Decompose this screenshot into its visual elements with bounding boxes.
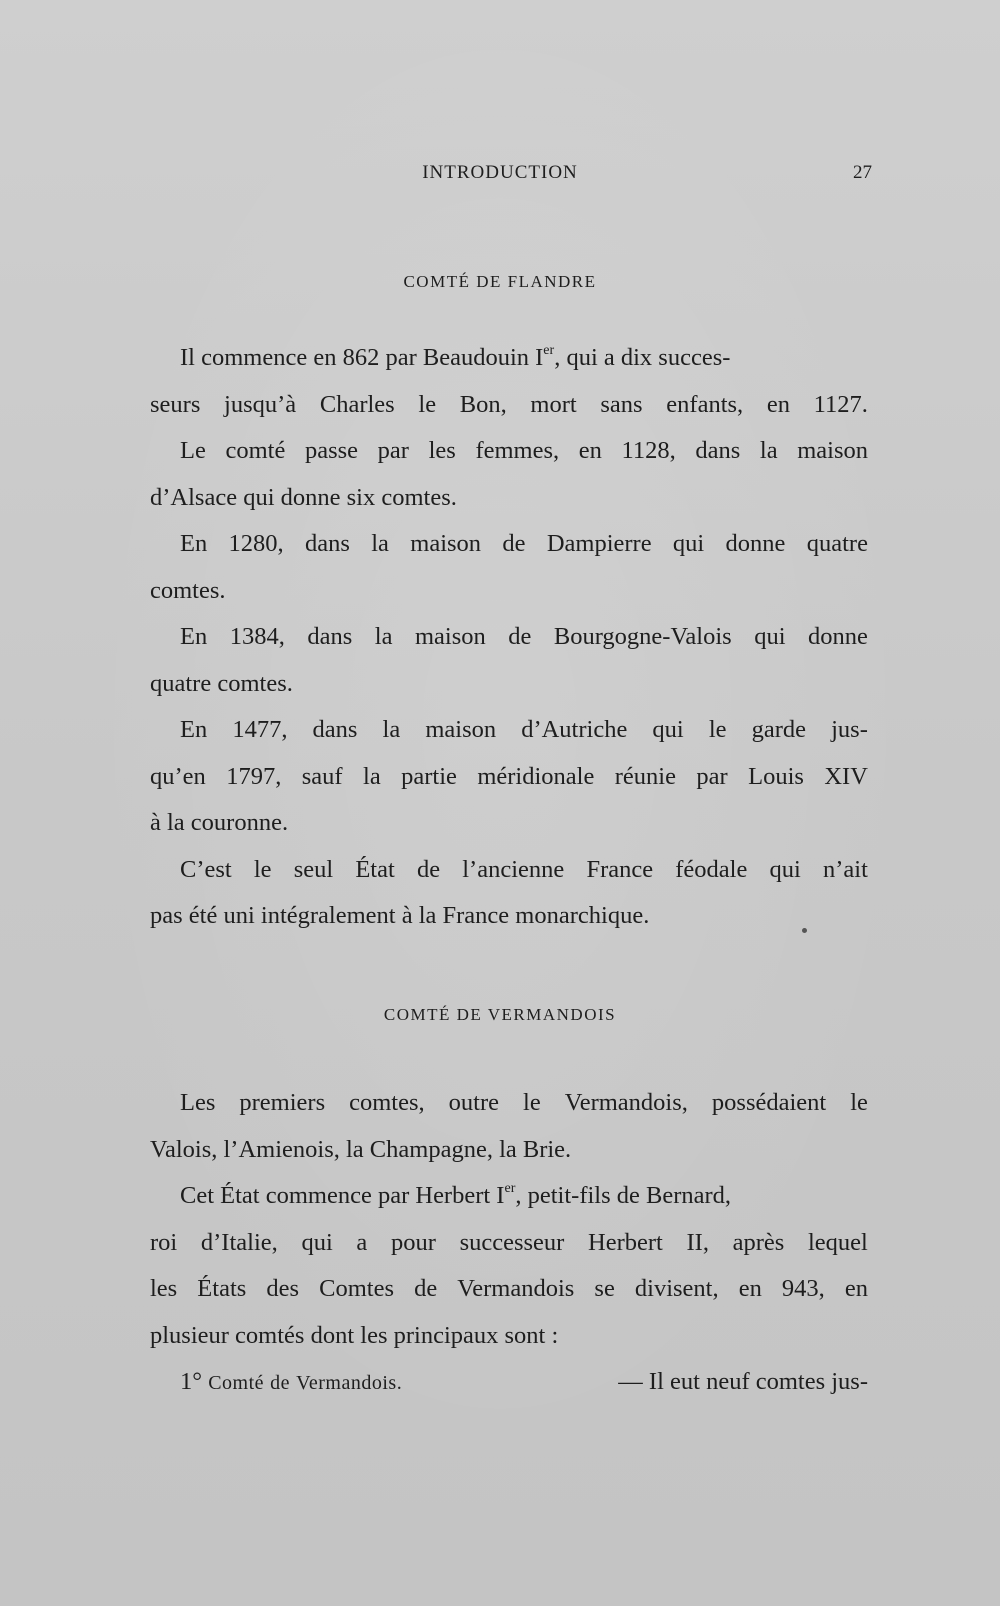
flandre-text [150, 335, 868, 940]
running-head [0, 162, 1000, 192]
text-line: comtes. [150, 576, 226, 604]
text-fragment: 1° Comté de Vermandois. [180, 1368, 403, 1395]
text-fragment: Il commence en 862 par Beaudouin Ier, qui a dix succes- [180, 342, 731, 371]
text-line: plusieur comtés dont les principaux sont : [150, 1321, 559, 1349]
ink-speck [802, 928, 807, 933]
text-fragment: — Il eut neuf comtes jus- [618, 1368, 868, 1395]
text-line: les États des Comtes de Vermandois se divisent, en 943, en [150, 1275, 868, 1302]
text-line [150, 1359, 868, 1407]
text-line: Le comté passe par les femmes, en 1128, dans la maison [180, 437, 868, 464]
text-line: En 1280, dans la maison de Dampierre qui donne quatre [180, 530, 868, 557]
text-line: En 1477, dans la maison d’Autriche qui le garde jus- [180, 716, 868, 743]
text-line: Valois, l’Amienois, la Champagne, la Brie. [150, 1135, 572, 1163]
text-line: quatre comtes. [150, 669, 293, 697]
text-line: roi d’Italie, qui a pour successeur Herbert II, après lequel [150, 1228, 868, 1256]
vermandois-text [150, 1080, 868, 1407]
text-line: qu’en 1797, sauf la partie méridionale réunie par Louis XIV [150, 762, 868, 790]
section-heading-vermandois: COMTÉ DE VERMANDOIS [383, 1005, 617, 1024]
text-line: En 1384, dans la maison de Bourgogne-Valois qui donne [180, 623, 868, 650]
text-line: C’est le seul État de l’ancienne France féodale qui n’ait [180, 855, 868, 883]
text-line [150, 1173, 868, 1220]
page-number: 27 [853, 162, 872, 183]
text-line: d’Alsace qui donne six comtes. [150, 483, 457, 511]
running-title: INTRODUCTION [422, 162, 578, 183]
text-line [150, 335, 868, 382]
text-line: à la couronne. [150, 809, 289, 836]
text-line: Les premiers comtes, outre le Vermandois, possédaient le [180, 1089, 868, 1116]
text-fragment: Cet État commence par Herbert Ier, petit-fils de Bernard, [180, 1180, 732, 1209]
text-line: seurs jusqu’à Charles le Bon, mort sans enfants, en 1127. [150, 390, 868, 418]
text-line: pas été uni intégralement à la France monarchique. [150, 902, 650, 929]
section-heading-flandre: COMTÉ DE FLANDRE [403, 272, 597, 291]
